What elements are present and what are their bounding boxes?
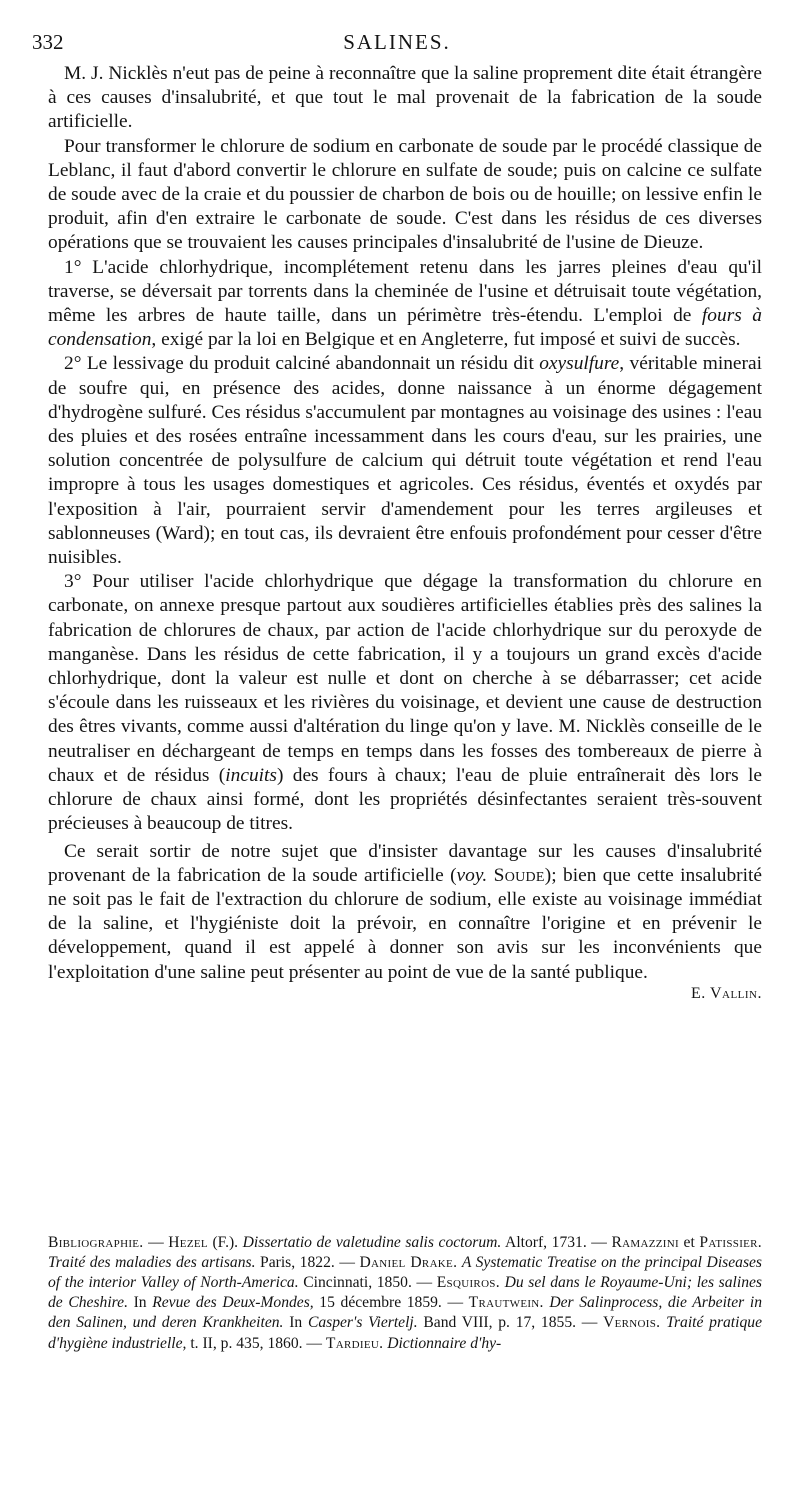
italic-span: Traité pratique d'hygiène industrielle, [48,1314,762,1352]
page-number: 332 [32,30,64,54]
italic-span: Casper's Viertelj. [307,1314,418,1332]
italic-span: Revue des Deux-Mondes, [152,1294,314,1312]
body-text [48,62,762,1003]
paragraph [48,62,762,135]
italic-span: fours à condensation [48,305,762,351]
small-caps-span: Hezel [168,1233,208,1251]
text-span: 2° Le lessivage du produit calciné abandonnait un résidu dit [64,353,540,375]
italic-span: A Systematic Treatise on the principal Diseases of the interior Valley of North-America. [48,1253,762,1291]
running-head: SALINES. [343,30,451,54]
page-footer [48,1455,762,1465]
paragraph [48,256,762,353]
paragraph [48,840,762,985]
text-span: t. II, p. 435, 1860. — [186,1334,326,1352]
italic-span: Du sel dans le Royaume-Uni; les salines de Cheshire. [48,1274,762,1312]
paragraph [48,352,762,570]
author-signature: E. Vallin. [690,984,762,1002]
paragraph [48,135,762,256]
italic-span: Der Salinprocess, die Arbeiter in den Salinen, und deren Krankheiten. [48,1294,762,1332]
small-caps-span: Trautwein. [468,1294,544,1312]
text-span: Paris, 1822. — [255,1253,360,1271]
text-span: Cincinnati, 1850. — [298,1274,437,1291]
text-span: 1° L'acide chlorhydrique, incomplétement retenu dans les jarres pleines d'eau qu'il traverse, se déversait par torrents dans la cheminée de l'usine et détruisait toute végétation, même les arbres de haute taille, dans un périmètre très-étendu. L'emploi de [48,256,762,327]
text-span: , exigé par la loi en Belgique et en Angleterre, fut imposé et suivi de succès. [151,329,741,351]
text-span: (F.). [207,1233,243,1251]
page-header [32,30,762,56]
small-caps-span: Tardieu. [325,1334,384,1352]
italic-span: Dictionnaire d'hy- [387,1334,502,1352]
text-span: ) des fours à chaux; l'eau de pluie entraînerait dès lors le chlorure de chaux ainsi formé, dont les propriétés désinfectantes seraient très-souvent précieuses à beaucoup de titres. [48,764,762,835]
small-caps-span: Patissier. [699,1233,763,1251]
small-caps-span: Daniel Drake. [359,1253,458,1271]
italic-span: Dissertatio de valetudine salis coctorum. [242,1233,502,1251]
text-span: Pour transformer le chlorure de sodium en carbonate de soude par le procédé classique de Leblanc, il faut d'abord convertir le chlorure en sulfate de soude; puis on calcine ce sulfate de soude avec de la craie et du poussier de charbon de bois ou de houille; on lessive enfin le produit, afin d'en extraire le carbonate de soude. C'est dans les résidus de ces diverses opérations que se trouvaient les causes principales d'insalubrité de l'usine de Dieuze. [48,135,762,254]
italic-span: oxysulfure [539,353,620,375]
paragraph [48,570,762,836]
text-span: , véritable minerai de soufre qui, en présence des acides, donne naissance à un énorme dégagement d'hydrogène sulfuré. Ces résidus s'accumulent par montagnes au voisinage des usines : l'eau des pluies et des rosées entraîne incessamment dans les cours d'eau, sur les prairies, une solution concentrée de polysulfure de calcium qui détruit toute végétation et rend l'eau impropre à tous les usages domestiques et agricoles. Ces résidus, éventés et oxydés par l'exposition à l'air, pourraient servir d'amendement pour les terres argileuses et sablonneuses (Ward); en tout cas, ils devraient être enfouis profondément pour cesser d'être nuisibles. [48,353,762,569]
text-span: ); bien que cette insalubrité ne soit pas le fait de l'extraction du chlorure de sodium, elle existe au voisinage immédiat de la saline, et l'hygiéniste doit la prévoir, en connaître l'origine et en prévenir le développement, quand il est appelé à donner son avis sur les inconvénients que l'exploitation d'une saline peut présenter au point de vue de la santé publique. [48,864,762,983]
small-caps-span: Bibliographie. [48,1233,144,1251]
signature-line [48,985,762,1003]
italic-span: Traité des maladies des artisans. [48,1253,256,1271]
bibliography [48,1233,762,1354]
text-span: In [127,1294,153,1312]
text-span: et [678,1233,700,1251]
text-span: M. J. Nicklès n'eut pas de peine à reconnaître que la saline proprement dite était étrangère à ces causes d'insalubrité, et que tout le mal provenait de la fabrication de la soude artificielle. [48,63,762,133]
italic-span: voy. [456,864,488,886]
text-span: Band VIII, p. 17, 1855. — [417,1314,604,1332]
text-span: Ce serait sortir de notre sujet que d'insister davantage sur les causes d'insalubrité provenant de la fabrication de la soude artificielle ( [48,840,762,886]
small-caps-span: Esquiros. [436,1274,500,1291]
small-caps-span: Vernois. [603,1314,661,1332]
text-span: 15 décembre 1859. — [313,1294,469,1312]
small-caps-span: Ramazzini [611,1233,679,1251]
text-span: — [143,1233,169,1251]
text-span: Altorf, 1731. — [501,1233,612,1251]
text-span: 3° Pour utiliser l'acide chlorhydrique que dégage la transformation du chlorure en carbonate, on annexe presque partout aux soudières artificielles établies près des salines la fabrication de chlorures de chaux, par action de l'acide chlorhydrique sur du peroxyde de manganèse. Dans les résidus de cette fabrication, il y a toujours un grand excès d'acide chlorhydrique, dont la valeur est nulle et dont on cherche à se débarrasser; cet acide s'écoule dans les ruisseaux et les rivières du voisinage, et devient une cause de destruction des êtres vivants, comme aussi d'altération du linge qu'on y lave. M. Nicklès conseille de le neutraliser en déchargeant de temps en temps dans les fosses des tombereaux de pierre à chaux et de résidus ( [48,571,762,786]
italic-span: incuits [225,764,277,786]
small-caps-span: Soude [493,864,545,886]
text-span: In [283,1314,308,1332]
